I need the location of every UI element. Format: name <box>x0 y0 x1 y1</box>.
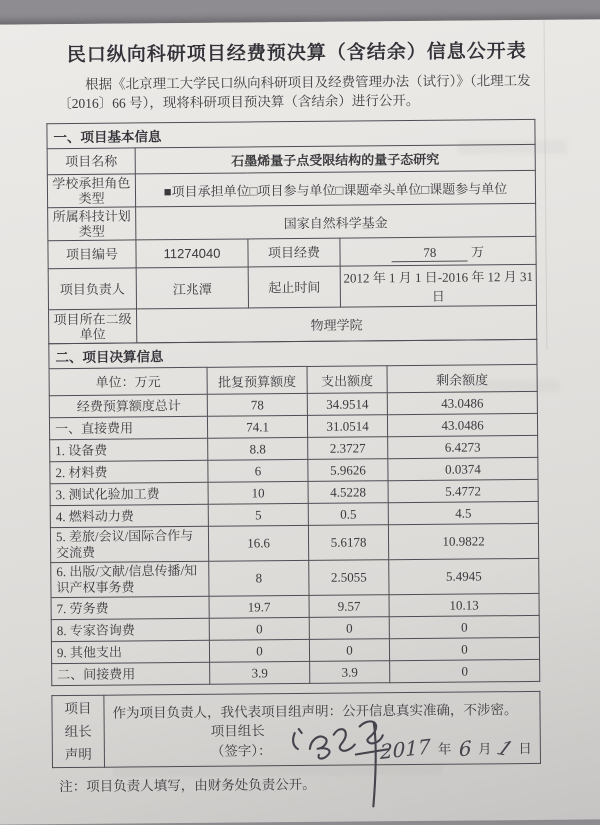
settlement-spent: 5.6178 <box>308 525 388 561</box>
settlement-spent: 0.5 <box>308 503 388 526</box>
date-month-hand: 6 <box>458 735 472 762</box>
plan-type-label: 所属科技计划 类型 <box>48 207 136 241</box>
settlement-remain: 0 <box>389 637 539 660</box>
settlement-spent: 31.0514 <box>307 415 387 438</box>
settlement-category: 1. 设备费 <box>50 438 208 461</box>
unit-header: 单位：万元 <box>49 367 207 395</box>
settlement-category: 一、直接费用 <box>49 416 207 439</box>
signature-row <box>113 723 532 765</box>
settlement-remain: 0 <box>389 615 539 638</box>
col-header-spent: 支出额度 <box>307 366 387 394</box>
settlement-spent: 0 <box>309 639 389 662</box>
paper-sheet <box>0 19 600 824</box>
settlement-category: 3. 测试化验加工费 <box>50 482 208 505</box>
project-name-value: 石墨烯量子点受限结构的量子态研究 <box>135 144 535 173</box>
plan-type-value: 国家自然科学基金 <box>136 203 536 239</box>
day-label: 日 <box>518 740 532 757</box>
settlement-remain: 10.9822 <box>388 523 538 559</box>
declaration-statement: 作为项目负责人，我代表项目组声明：公开信息真实准确，不涉密。 <box>112 702 518 721</box>
settlement-category: 6. 出版/文献/信息传播/知识产权事务费 <box>51 561 209 597</box>
funds-amount: 78 <box>392 244 468 262</box>
settlement-category: 二、间接费用 <box>52 662 210 685</box>
funds-unit: 万 <box>471 243 485 259</box>
settlement-spent: 34.9514 <box>307 393 387 416</box>
settlement-remain: 0.0374 <box>388 457 538 480</box>
settlement-budget: 3.9 <box>210 661 310 684</box>
settlement-spent: 4.5228 <box>308 481 388 504</box>
settlement-row <box>52 659 540 685</box>
role-type-label: 学校承担角色 类型 <box>47 174 135 208</box>
date-day-hand: 1 <box>492 735 518 761</box>
section-2-header: 二、项目决算信息 <box>49 339 537 368</box>
settlement-budget: 78 <box>207 393 307 416</box>
funds-value-cell <box>340 236 536 266</box>
leader-label: 项目负责人 <box>48 268 136 310</box>
role-type-checkbox-row: ■项目承担单位□项目参与单位□课题牵头单位□课题参与单位 <box>135 170 535 206</box>
settlement-remain: 0 <box>390 659 540 682</box>
handwritten-date <box>380 734 532 765</box>
settlement-category: 4. 燃料动力费 <box>50 504 208 527</box>
settlement-remain: 43.0486 <box>387 391 537 414</box>
project-no-value: 11274040 <box>136 239 248 268</box>
settlement-spent: 5.9626 <box>308 459 388 482</box>
settlement-budget: 16.6 <box>208 525 308 561</box>
settlement-budget: 6 <box>208 459 308 482</box>
declaration-label: 项目 组长 声明 <box>52 695 105 767</box>
settlement-spent: 2.3727 <box>308 437 388 460</box>
period-value: 2012 年 1 月 1 日-2016 年 12 月 31 日 <box>340 264 536 307</box>
dept-value: 物理学院 <box>137 305 537 342</box>
settlement-budget: 8 <box>209 560 309 596</box>
year-label: 年 <box>437 741 452 757</box>
settlement-budget: 0 <box>209 617 309 640</box>
settlement-category: 经费预算额度总计 <box>49 394 207 417</box>
project-no-label: 项目编号 <box>48 240 136 269</box>
settlement-category: 5. 差旅/会议/国际合作与交流费 <box>50 526 208 562</box>
declaration-table <box>51 691 541 768</box>
settlement-budget: 5 <box>208 503 308 526</box>
settlement-budget: 8.8 <box>208 437 308 460</box>
handwritten-signature <box>289 724 366 759</box>
month-label: 月 <box>478 741 492 757</box>
settlement-budget: 74.1 <box>207 415 307 438</box>
footnote: 注：项目负责人填写，由财务处负责公开。 <box>59 776 316 795</box>
settlement-remain: 4.5 <box>388 501 538 524</box>
basic-info-table <box>46 119 537 344</box>
settlement-row <box>50 523 538 562</box>
settlement-remain: 5.4945 <box>389 558 539 594</box>
settlement-table <box>48 339 540 686</box>
period-label: 起止时间 <box>248 266 340 308</box>
project-name-label: 项目名称 <box>47 148 135 175</box>
settlement-spent: 0 <box>309 617 389 640</box>
settlement-remain: 43.0486 <box>387 413 537 436</box>
settlement-row <box>51 558 539 597</box>
settlement-category: 8. 专家咨询费 <box>51 618 209 641</box>
settlement-category: 7. 劳务费 <box>51 596 209 619</box>
settlement-remain: 5.4772 <box>388 479 538 502</box>
settlement-category: 9. 其他支出 <box>51 640 209 663</box>
settlement-spent: 9.57 <box>309 595 389 618</box>
section-1-header: 一、项目基本信息 <box>47 119 535 148</box>
leader-value: 江兆潭 <box>136 267 248 309</box>
col-header-budget: 批复预算额度 <box>207 366 307 394</box>
settlement-spent: 3.9 <box>310 661 390 684</box>
settlement-remain: 6.4273 <box>388 435 538 458</box>
settlement-budget: 10 <box>208 481 308 504</box>
settlement-remain: 10.13 <box>389 593 539 616</box>
dept-label: 项目所在二级 单位 <box>49 309 137 344</box>
date-year-hand: 2017 <box>380 734 431 765</box>
settlement-rows <box>49 391 540 685</box>
funds-label: 项目经费 <box>248 238 340 267</box>
settlement-budget: 19.7 <box>209 595 309 618</box>
intro-paragraph: 根据《北京理工大学民口纵向科研项目及经费管理办法（试行）》（北理工发〔2016〕66 号），现将科研项目预决算（含结余）进行公开。 <box>58 72 531 112</box>
page-title: 民口纵向科研项目经费预决算（含结余）信息公开表 <box>66 41 527 67</box>
declaration-cell <box>104 691 541 767</box>
signature-ink-icon <box>289 714 402 815</box>
sign-label: 项目组长（签字）： <box>210 723 272 759</box>
col-header-remain: 剩余额度 <box>387 364 537 392</box>
settlement-spent: 2.5055 <box>309 560 389 596</box>
settlement-category: 2. 材料费 <box>50 460 208 483</box>
settlement-budget: 0 <box>209 639 309 662</box>
